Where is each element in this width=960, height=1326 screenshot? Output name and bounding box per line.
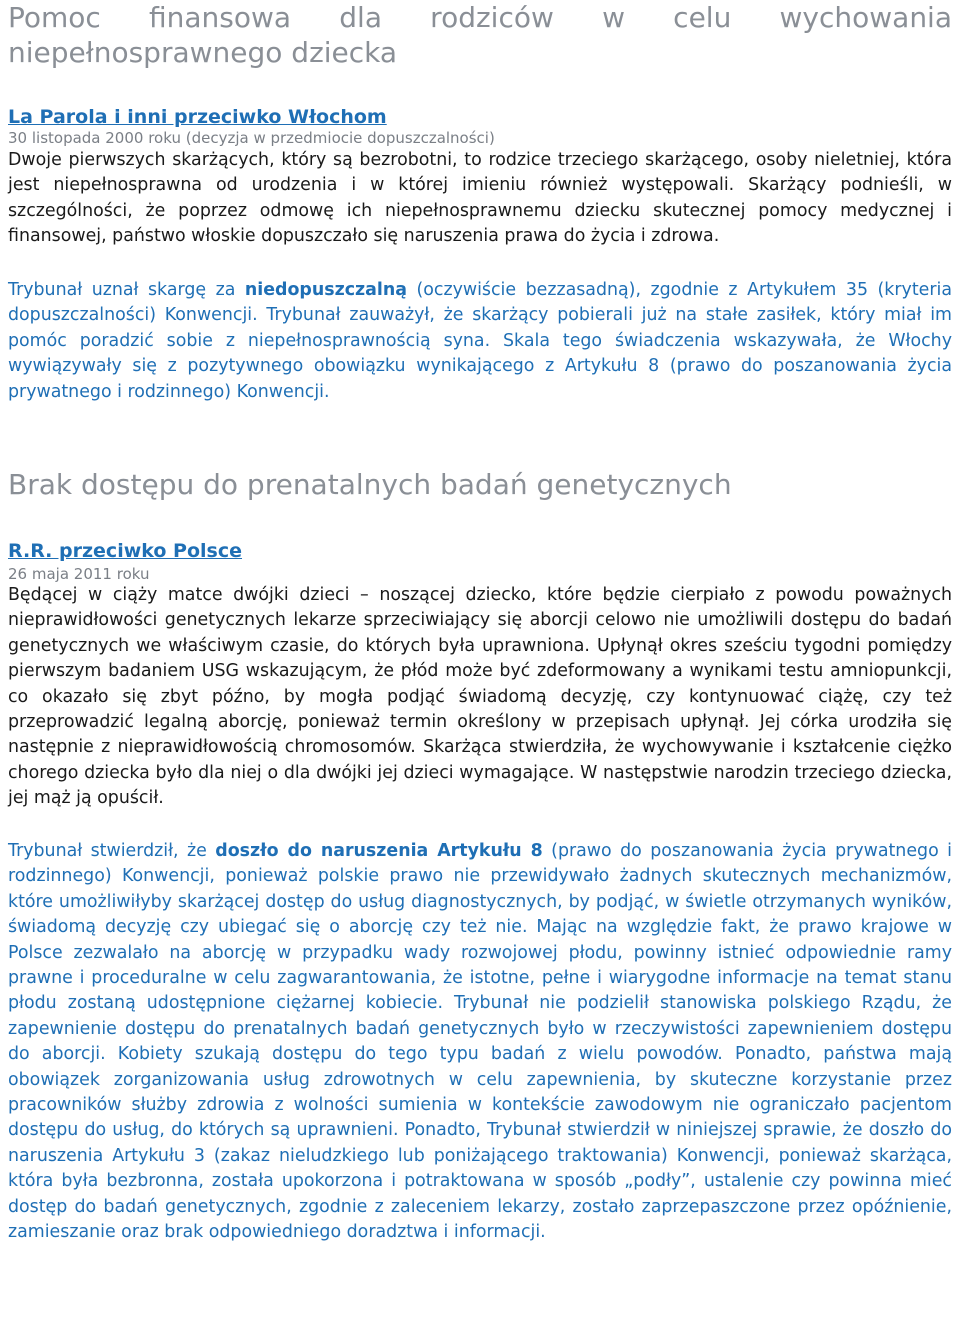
- ruling-text-before: Trybunał stwierdził, że: [8, 841, 216, 861]
- case-facts-paragraph: Będącej w ciąży matce dwójki dzieci – noszącej dziecko, które będzie cierpiało z powodu poważnych nieprawidłowości genetycznych lekarze sprzeciwiający się aborcji celowo nie umożliwili dostępu do badań genetycznych we właściwym czasie, do których była uprawniona. Upłynął okres sześciu tygodni pomiędzy pierwszym badaniem USG wskazującym, że płód może być zdeformowany a wynikami testu amniopunkcji, co okazało się zbyt późno, by mogła podjąć świadomą decyzję, czy kontynuować ciążę, czy też przeprowadzić legalną aborcję, ponieważ termin określony w przepisach upłynął. Jej córka urodziła się następnie z nieprawidłowością chromosomów. Skarżąca stwierdziła, że wychowywanie i kształcenie ciężko chorego dziecka było dla niej o dla dwójki jej dzieci wymagające. W następstwie narodzin trzeciego dziecka, jej mąż ją opuścił.: [8, 585, 952, 809]
- ruling-text-before: Trybunał uznał skargę za: [8, 280, 245, 300]
- case-link-rr-v-poland[interactable]: R.R. przeciwko Polsce: [8, 540, 243, 562]
- court-ruling-paragraph: [8, 278, 952, 405]
- section-title-prenatal-tests: Brak dostępu do prenatalnych badań genetycznych: [8, 468, 732, 501]
- section-title-financial-aid: Pomoc finansowa dla rodziców w celu wychowania niepełnosprawnego dziecka: [8, 1, 952, 69]
- case-link-la-parola[interactable]: La Parola i inni przeciwko Włochom: [8, 106, 387, 128]
- case-facts-paragraph: Dwoje pierwszych skarżących, który są bezrobotni, to rodzice trzeciego skarżącego, osoby nieletniej, która jest niepełnosprawna od urodzenia i w której imieniu również występowali. Skarżący podnieśli, w szczególności, że poprzez odmowę ich niepełnosprawnemu dziecku skutecznej pomocy medycznej i finansowej, państwo włoskie dopuszczało się naruszenia prawa do życia i zdrowa.: [8, 150, 952, 247]
- case-date: 30 listopada 2000 roku (decyzja w przedmiocie dopuszczalności): [8, 129, 495, 147]
- ruling-verdict: niedopuszczalną: [244, 280, 407, 300]
- court-ruling-paragraph: [8, 839, 952, 1246]
- case-date: 26 maja 2011 roku: [8, 565, 150, 583]
- ruling-verdict: doszło do naruszenia Artykułu 8: [215, 841, 543, 861]
- ruling-text-after: (prawo do poszanowania życia prywatnego i rodzinnego) Konwencji, ponieważ polskie prawo nie przewidywało żadnych skutecznych mechanizmów, które umożliwiłyby skarżącej dostęp do usług diagnostycznych, by podjąć, w świetle otrzymanych wyników, świadomą decyzję czy ubiegać się o aborcję czy też nie. Mając na względzie fakt, że prawo krajowe w Polsce zezwalało na aborcję w przypadku wady rozwojowej płodu, powinny istnieć odpowiednie ramy prawne i proceduralne w celu zagwarantowania, że istotne, pełne i wiarygodne informacje na temat stanu płodu zostaną udostępnione ciężarnej kobiecie. Trybunał nie podzielił stanowiska polskiego Rządu, że zapewnienie dostępu do prenatalnych badań genetycznych było w rzeczywistości zapewnieniem dostępu do aborcji. Kobiety szukają dostępu do tego typu badań z wielu powodów. Ponadto, państwa mają obowiązek zorganizowania usług zdrowotnych w celu zapewnienia, by skuteczne korzystanie przez pracowników służby zdrowia z wolności sumienia w kontekście zawodowym nie ograniczało pacjentom dostępu do usług, do których są uprawnieni. Ponadto, Trybunał stwierdził w niniejszej sprawie, że doszło do naruszenia Artykułu 3 (zakaz nieludzkiego lub poniżającego traktowania) Konwencji, ponieważ skarżąca, która była bezbronna, została upokorzona i potraktowana w sposób „podły”, ustalenie czy powinna mieć dostęp do badań genetycznych, zgodnie z zaleceniem lekarzy, zostało zaprzepaszczone przez opóźnienie, zamieszanie oraz brak odpowiedniego doradztwa i informacji.: [8, 841, 952, 1243]
- ruling-text-after: (oczywiście bezzasadną), zgodnie z Artykułem 35 (kryteria dopuszczalności) Konwencji. Trybunał zauważył, że skarżący pobierali już na stałe zasiłek, który miał im pomóc poradzić sobie z niepełnosprawnością syna. Skala tego świadczenia wskazywała, że Włochy wywiązywały się z pozytywnego obowiązku wynikającego z Artykułu 8 (prawo do poszanowania życia prywatnego i rodzinnego) Konwencji.: [8, 280, 952, 402]
